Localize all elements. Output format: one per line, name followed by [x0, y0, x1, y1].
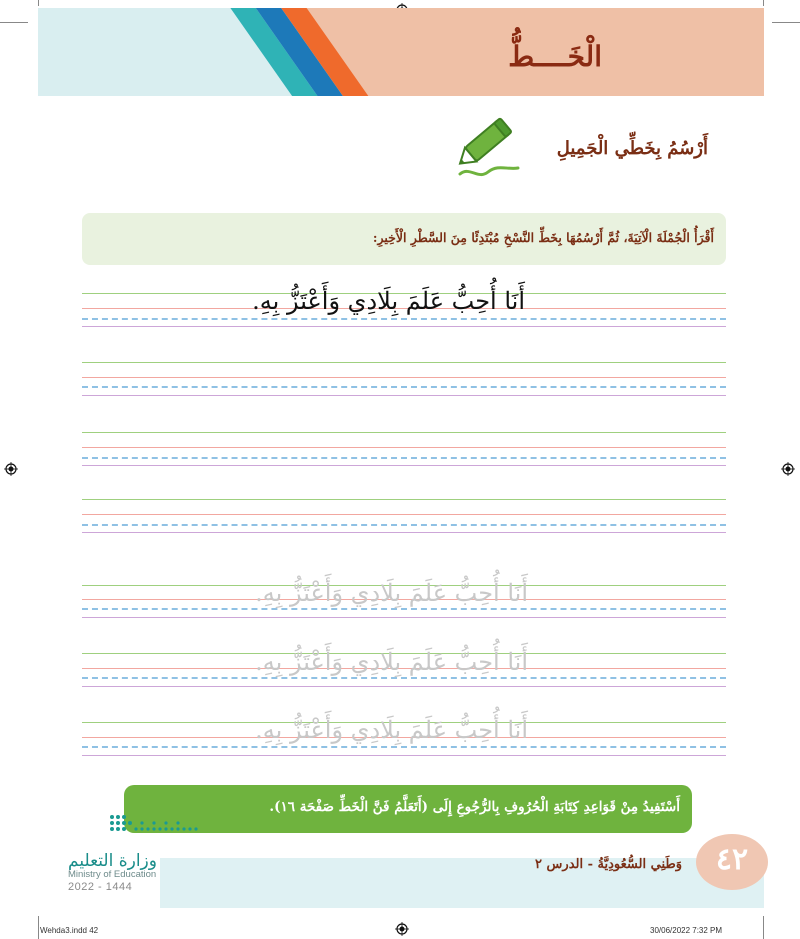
guide-line [82, 386, 726, 388]
guide-line [82, 608, 726, 610]
guide-line [82, 514, 726, 515]
guide-line [82, 318, 726, 320]
registration-mark-icon [4, 462, 18, 476]
guide-line [82, 447, 726, 448]
guide-line [82, 677, 726, 679]
print-file-name: Wehda3.indd 42 [40, 926, 99, 935]
print-file-date: 30/06/2022 7:32 PM [650, 926, 723, 935]
crop-mark [38, 916, 39, 939]
tip-text: أَسْتَفِيدُ مِنْ قَوَاعِدِ كِتَابَةِ الْحُرُوفِ بِالرُّجُوعِ إِلَى (أَتَعَلَّمُ فَنَّ الْخَطِّ صَفْحَة ١٦). [269, 799, 680, 815]
trace-sentence: أَنَا أُحِبُّ عَلَمَ بِلَادِي وَأَعْتَزُّ بِهِ. [255, 579, 528, 607]
crop-mark [763, 0, 764, 6]
page-number: ٤٢ [715, 842, 749, 877]
guide-line [82, 395, 726, 396]
guide-line [82, 377, 726, 378]
guide-line [82, 746, 726, 748]
crop-mark [38, 0, 39, 6]
section-title: أَرْسُمُ بِخَطِّي الْجَمِيلِ [556, 138, 708, 159]
ministry-logo-icon [108, 812, 200, 838]
guide-line [82, 755, 726, 756]
trace-sentence: أَنَا أُحِبُّ عَلَمَ بِلَادِي وَأَعْتَزُّ بِهِ. [255, 648, 528, 676]
guide-line [82, 532, 726, 533]
instruction-text: أَقْرَأُ الْجُمْلَةَ الْآتِيَةَ، ثُمَّ أَرْسُمُهَا بِخَطِّ النَّسْخِ مُبْتَدِئًا مِنَ السَّطْرِ الْأَخِيرِ: [372, 230, 714, 245]
guide-line [82, 465, 726, 466]
crop-mark [772, 22, 800, 23]
guide-line [82, 457, 726, 459]
header-accent-panel [38, 8, 764, 96]
guide-line [82, 326, 726, 327]
registration-mark-icon [781, 462, 795, 476]
ministry-year: 2022 - 1444 [68, 881, 133, 893]
guide-line [82, 686, 726, 687]
crop-mark [763, 916, 764, 939]
page-title: الْخَــــطُّ [508, 40, 602, 73]
pencil-icon [448, 114, 526, 184]
guide-line [82, 524, 726, 526]
ministry-name-arabic: وزارة التعليم [68, 851, 157, 871]
trace-sentence: أَنَا أُحِبُّ عَلَمَ بِلَادِي وَأَعْتَزُّ بِهِ. [255, 716, 528, 744]
ministry-name-english: Ministry of Education [68, 869, 157, 880]
model-sentence: أَنَا أُحِبُّ عَلَمَ بِلَادِي وَأَعْتَزُّ بِهِ. [252, 287, 525, 315]
guide-line [82, 362, 726, 363]
guide-line [82, 432, 726, 433]
crop-mark [0, 22, 28, 23]
page-header [38, 8, 764, 96]
lesson-label: وَطَنِي السُّعُودِيَّةُ - الدرس ٢ [535, 857, 682, 872]
guide-line [82, 617, 726, 618]
guide-line [82, 499, 726, 500]
registration-mark-icon [395, 922, 409, 936]
